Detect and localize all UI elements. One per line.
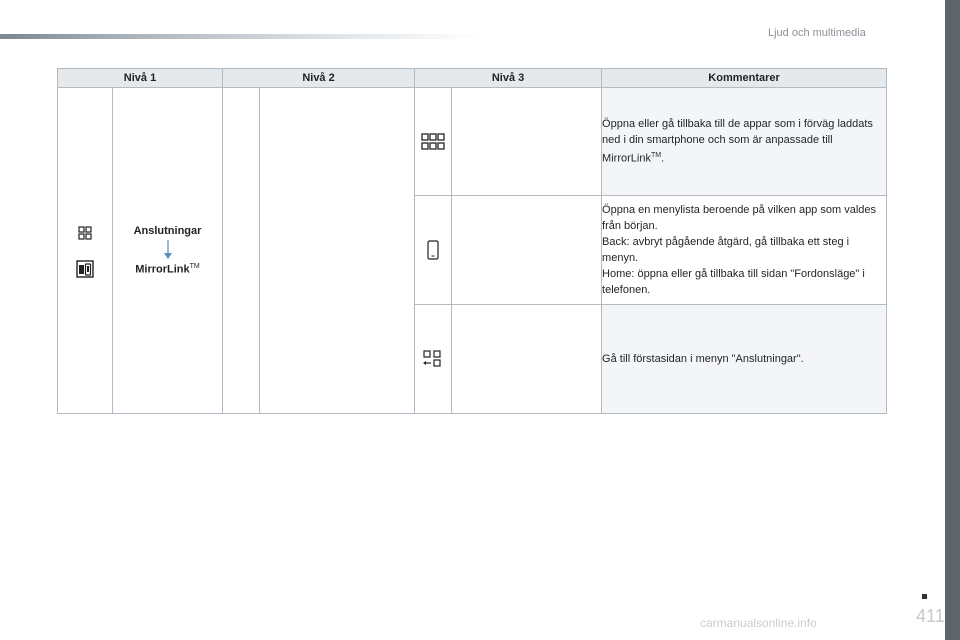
comment-cell: Gå till förstasidan i menyn "Anslutningar". <box>602 305 887 414</box>
arrow-down-icon <box>161 240 175 260</box>
trademark-label: TM <box>650 152 662 160</box>
level1-label-cell <box>113 88 223 414</box>
page-edge-bar <box>945 0 960 640</box>
mirrorlink-label: MirrorLink <box>135 263 190 276</box>
connections-label: Anslutningar <box>133 225 202 238</box>
smartphone-icon <box>426 240 440 260</box>
comment-period: . <box>661 152 665 165</box>
level1-icon-cell <box>58 88 113 414</box>
comment-cell <box>602 88 887 196</box>
back-to-connections-icon <box>422 350 444 368</box>
mirrorlink-icon <box>74 258 96 280</box>
comment-cell <box>602 196 887 305</box>
level3-icon-cell <box>415 88 452 196</box>
watermark: carmanualsonline.info <box>700 616 817 630</box>
level3-icon-cell <box>415 305 452 414</box>
header-gradient-bar <box>0 34 480 39</box>
table-row <box>58 88 887 196</box>
header-level-1: Nivå 1 <box>58 69 223 88</box>
level3-icon-cell <box>415 196 452 305</box>
page-marker <box>922 594 927 599</box>
level2-icon-cell <box>223 88 260 414</box>
apps-grid-icon <box>421 133 445 151</box>
comment-line: Back: avbryt pågående åtgärd, gå tillbaka ett steg i menyn. <box>602 236 850 264</box>
connections-icon <box>74 222 96 244</box>
section-title: Ljud och multimedia <box>768 27 866 39</box>
table-header-row <box>58 69 887 88</box>
comment-line: Öppna en menylista beroende på vilken app som valdes från början. <box>602 204 876 232</box>
menu-table <box>57 68 887 414</box>
trademark-label: TM <box>189 263 200 271</box>
level3-label-cell <box>452 305 602 414</box>
header-comments: Kommentarer <box>602 69 887 88</box>
level3-label-cell <box>452 88 602 196</box>
header-level-2: Nivå 2 <box>223 69 415 88</box>
level3-label-cell <box>452 196 602 305</box>
comment-text: Öppna eller gå tillbaka till de appar som i förväg laddats ned i din smartphone och som är anpassade till MirrorLink <box>602 118 873 165</box>
level2-label-cell <box>260 88 415 414</box>
header-level-3: Nivå 3 <box>415 69 602 88</box>
page-number: 411 <box>916 606 945 626</box>
comment-line: Home: öppna eller gå tillbaka till sidan "Fordonsläge" i telefonen. <box>602 268 865 296</box>
